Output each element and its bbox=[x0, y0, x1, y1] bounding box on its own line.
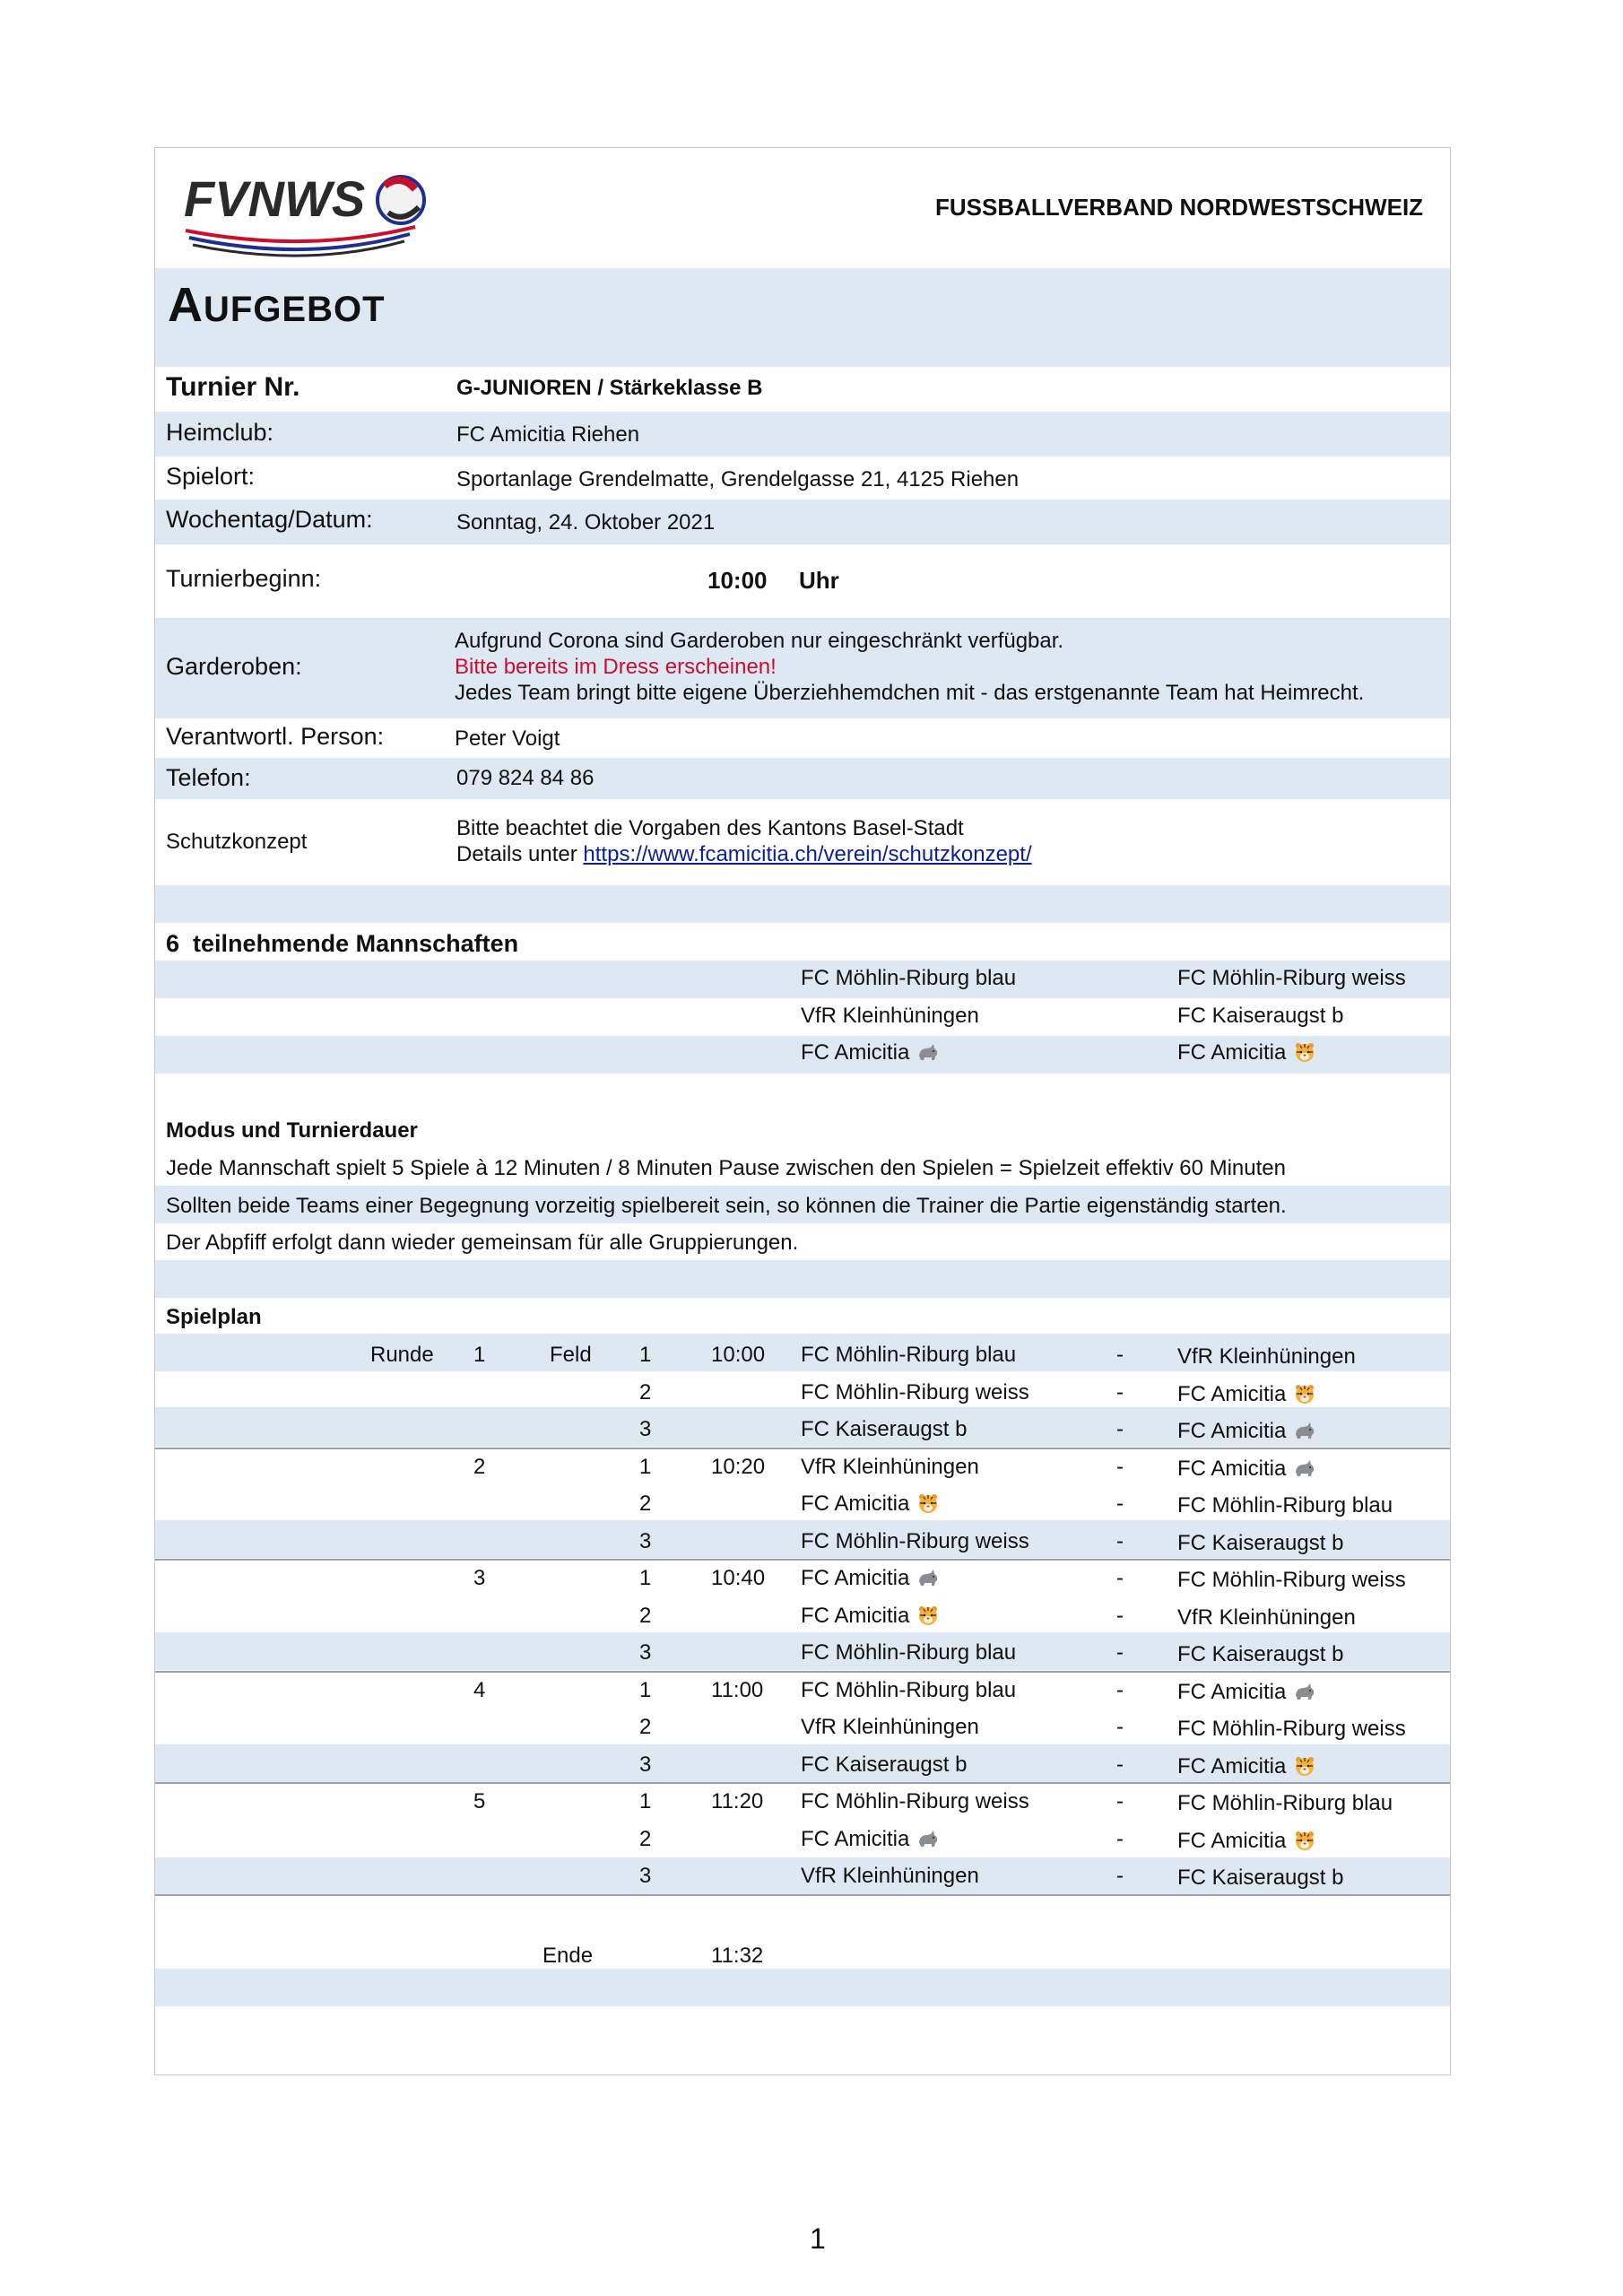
round-time: 10:20 bbox=[711, 1455, 766, 1479]
tiger-face-icon bbox=[1293, 1382, 1316, 1405]
home-team bbox=[801, 1827, 940, 1852]
feld-number: 3 bbox=[639, 1864, 652, 1888]
team-name: FC Amicitia bbox=[1177, 1040, 1287, 1065]
team-name: VfR Kleinhüningen bbox=[1177, 1344, 1356, 1369]
team-name: FC Möhlin-Riburg blau bbox=[1177, 1493, 1393, 1518]
team-name: FC Kaiseraugst b bbox=[1177, 1642, 1344, 1666]
beginn-time: 10:00 bbox=[707, 567, 768, 594]
home-team bbox=[801, 1529, 1029, 1554]
home-team bbox=[801, 1789, 1029, 1814]
aufgebot-sheet bbox=[154, 147, 1451, 2075]
tiger-face-icon bbox=[1293, 1829, 1316, 1852]
feld-number: 2 bbox=[639, 1715, 652, 1739]
row-band bbox=[155, 885, 1450, 923]
team-name: FC Amicitia bbox=[1177, 1680, 1287, 1704]
away-team bbox=[1177, 1457, 1316, 1482]
teams-heading-text: teilnehmende Mannschaften bbox=[193, 930, 519, 957]
heimclub-value: FC Amicitia Riehen bbox=[456, 422, 640, 447]
modus-line2: Sollten beide Teams einer Begegnung vorzeitig spielbereit sein, so können die Trainer die Partie eigenständig starten. bbox=[166, 1194, 1287, 1218]
home-team bbox=[801, 1752, 967, 1778]
feld-number: 1 bbox=[639, 1343, 652, 1367]
round-divider bbox=[155, 1671, 1450, 1673]
home-team bbox=[801, 1640, 1016, 1665]
home-team bbox=[801, 1417, 967, 1442]
away-team bbox=[1177, 1680, 1316, 1705]
match-separator: - bbox=[1116, 1864, 1124, 1888]
team-name: FC Möhlin-Riburg weiss bbox=[801, 1789, 1029, 1813]
federation-name: FUSSBALLVERBAND NORDWESTSCHWEIZ bbox=[935, 194, 1424, 221]
match-separator: - bbox=[1116, 1566, 1124, 1590]
team-name: VfR Kleinhüningen bbox=[801, 1864, 979, 1888]
match-separator: - bbox=[1116, 1492, 1124, 1516]
match-separator: - bbox=[1116, 1715, 1124, 1739]
home-team bbox=[801, 1380, 1029, 1405]
team-name: FC Kaiseraugst b bbox=[1177, 1004, 1344, 1028]
row-band bbox=[155, 412, 1450, 457]
round-divider bbox=[155, 1559, 1450, 1561]
rhino-icon bbox=[1293, 1457, 1316, 1480]
match-separator: - bbox=[1116, 1455, 1124, 1479]
person-value: Peter Voigt bbox=[455, 726, 560, 751]
round-number: 3 bbox=[473, 1566, 486, 1590]
away-team bbox=[1177, 1344, 1356, 1370]
home-team bbox=[801, 1678, 1016, 1703]
title-rest: UFGEBOT bbox=[204, 290, 386, 329]
away-team bbox=[1177, 1754, 1316, 1779]
team-name: FC Amicitia bbox=[1177, 1457, 1287, 1481]
away-team bbox=[1177, 1568, 1406, 1593]
round-divider bbox=[155, 1782, 1450, 1784]
team-name: FC Amicitia bbox=[1177, 1419, 1287, 1443]
team-name: VfR Kleinhüningen bbox=[1177, 1605, 1356, 1630]
team-name: FC Kaiseraugst b bbox=[1177, 1531, 1344, 1555]
row-band bbox=[155, 758, 1450, 799]
page-number: 1 bbox=[810, 2222, 826, 2255]
round-time: 10:40 bbox=[711, 1566, 766, 1590]
team-name: FC Möhlin-Riburg weiss bbox=[1177, 966, 1406, 990]
away-team bbox=[1177, 1493, 1393, 1518]
feld-number: 2 bbox=[639, 1604, 652, 1628]
ende-time: 11:32 bbox=[711, 1944, 764, 1968]
away-team bbox=[1177, 1642, 1343, 1667]
team-name: FC Amicitia bbox=[801, 1827, 910, 1851]
beginn-unit: Uhr bbox=[799, 567, 839, 594]
team-name: FC Möhlin-Riburg weiss bbox=[1177, 1717, 1406, 1741]
home-team bbox=[801, 1604, 940, 1629]
garderoben-line3: Jedes Team bringt bitte eigene Überziehhemdchen mit - das erstgenannte Team hat Heimrecht. bbox=[455, 681, 1365, 705]
round-number: 2 bbox=[473, 1455, 486, 1479]
spielort-label: Spielort: bbox=[166, 463, 256, 490]
team-name: VfR Kleinhüningen bbox=[801, 1004, 979, 1028]
team-name: VfR Kleinhüningen bbox=[801, 1455, 979, 1479]
schedule-band bbox=[155, 1969, 1450, 2006]
home-team bbox=[801, 1566, 940, 1591]
modus-line1: Jede Mannschaft spielt 5 Spiele à 12 Minuten / 8 Minuten Pause zwischen den Spielen = Spielzeit effektiv 60 Minuten bbox=[166, 1156, 1286, 1180]
schedule-end-divider bbox=[155, 1894, 1450, 1896]
spielplan-heading: Spielplan bbox=[166, 1305, 262, 1329]
team-name: FC Kaiseraugst b bbox=[1177, 1866, 1344, 1890]
away-team bbox=[1177, 1605, 1356, 1631]
feld-number: 2 bbox=[639, 1380, 652, 1405]
home-team bbox=[801, 1492, 940, 1517]
away-team bbox=[1177, 1531, 1343, 1556]
garderoben-line1: Aufgrund Corona sind Garderoben nur eingeschränkt verfügbar. bbox=[455, 629, 1064, 653]
team-name: FC Kaiseraugst b bbox=[801, 1417, 968, 1441]
rhino-icon bbox=[916, 1827, 940, 1850]
person-label: Verantwortl. Person: bbox=[166, 723, 385, 750]
home-team bbox=[801, 1864, 979, 1889]
team-name: FC Amicitia bbox=[801, 1604, 910, 1628]
match-separator: - bbox=[1116, 1827, 1124, 1851]
team-name: VfR Kleinhüningen bbox=[801, 1715, 979, 1739]
feld-number: 1 bbox=[639, 1678, 652, 1702]
feld-number: 1 bbox=[639, 1455, 652, 1479]
away-team bbox=[1177, 1382, 1316, 1407]
datum-label: Wochentag/Datum: bbox=[166, 506, 373, 533]
rhino-icon bbox=[1293, 1419, 1316, 1442]
runde-label: Runde bbox=[370, 1343, 434, 1367]
logo-text: FVNWS bbox=[184, 170, 366, 227]
feld-number: 3 bbox=[639, 1752, 652, 1777]
match-separator: - bbox=[1116, 1752, 1124, 1777]
team-name: FC Amicitia bbox=[801, 1040, 910, 1065]
schutz-line1: Bitte beachtet die Vorgaben des Kantons Basel-Stadt bbox=[456, 816, 964, 840]
match-separator: - bbox=[1116, 1640, 1124, 1665]
away-team bbox=[1177, 1829, 1316, 1854]
team-name: FC Möhlin-Riburg weiss bbox=[1177, 1568, 1406, 1592]
round-number: 5 bbox=[473, 1789, 486, 1813]
team-name: FC Möhlin-Riburg blau bbox=[1177, 1791, 1393, 1815]
team-entry bbox=[801, 1004, 979, 1029]
team-name: FC Amicitia bbox=[1177, 1754, 1287, 1779]
team-name: FC Möhlin-Riburg weiss bbox=[801, 1380, 1029, 1405]
tiger-face-icon bbox=[916, 1492, 940, 1515]
teams-count: 6 bbox=[166, 930, 180, 957]
garderoben-label: Garderoben: bbox=[166, 653, 302, 680]
round-time: 10:00 bbox=[711, 1343, 766, 1367]
team-name: FC Amicitia bbox=[801, 1492, 910, 1516]
fvnws-logo bbox=[180, 153, 431, 269]
feld-number: 1 bbox=[639, 1566, 652, 1590]
feld-number: 3 bbox=[639, 1529, 652, 1553]
team-name: FC Möhlin-Riburg weiss bbox=[801, 1529, 1029, 1553]
round-number: 1 bbox=[473, 1343, 486, 1367]
feld-number: 2 bbox=[639, 1492, 652, 1516]
team-name: FC Möhlin-Riburg blau bbox=[801, 966, 1017, 990]
away-team bbox=[1177, 1717, 1406, 1742]
away-team bbox=[1177, 1791, 1393, 1816]
home-team bbox=[801, 1455, 979, 1480]
match-separator: - bbox=[1116, 1604, 1124, 1628]
beginn-label: Turnierbeginn: bbox=[166, 565, 322, 592]
feld-number: 1 bbox=[639, 1789, 652, 1813]
tiger-face-icon bbox=[1293, 1040, 1316, 1064]
spacer bbox=[155, 2006, 1450, 2044]
team-name: FC Möhlin-Riburg blau bbox=[801, 1678, 1017, 1702]
round-divider bbox=[155, 1448, 1450, 1449]
away-team bbox=[1177, 1419, 1316, 1444]
match-separator: - bbox=[1116, 1789, 1124, 1813]
heimclub-label: Heimclub: bbox=[166, 419, 274, 446]
team-name: FC Amicitia bbox=[1177, 1829, 1287, 1853]
telefon-value: 079 824 84 86 bbox=[456, 766, 595, 790]
telefon-label: Telefon: bbox=[166, 764, 251, 791]
feld-number: 3 bbox=[639, 1640, 652, 1665]
feld-label: Feld bbox=[550, 1343, 592, 1367]
spielort-value: Sportanlage Grendelmatte, Grendelgasse 21, 4125 Riehen bbox=[456, 467, 1020, 491]
round-time: 11:00 bbox=[711, 1678, 764, 1702]
ende-label: Ende bbox=[542, 1944, 594, 1968]
rhino-icon bbox=[1293, 1680, 1316, 1703]
match-separator: - bbox=[1116, 1678, 1124, 1702]
team-entry bbox=[1177, 1040, 1316, 1065]
page-title bbox=[168, 278, 386, 332]
turnier-label: Turnier Nr. bbox=[166, 372, 300, 402]
match-separator: - bbox=[1116, 1343, 1124, 1367]
schutz-label: Schutzkonzept bbox=[166, 830, 308, 854]
team-entry bbox=[1177, 966, 1406, 991]
feld-number: 2 bbox=[639, 1827, 652, 1851]
match-separator: - bbox=[1116, 1380, 1124, 1405]
team-entry bbox=[1177, 1004, 1343, 1029]
team-name: FC Möhlin-Riburg blau bbox=[801, 1640, 1017, 1665]
modus-line3: Der Abpfiff erfolgt dann wieder gemeinsam für alle Gruppierungen. bbox=[166, 1231, 799, 1255]
team-entry bbox=[801, 1040, 940, 1065]
team-name: FC Amicitia bbox=[801, 1566, 910, 1590]
home-team bbox=[801, 1715, 979, 1740]
datum-value: Sonntag, 24. Oktober 2021 bbox=[456, 510, 716, 535]
tiger-face-icon bbox=[916, 1604, 940, 1627]
away-team bbox=[1177, 1866, 1343, 1891]
schutz-details bbox=[456, 842, 1032, 867]
rhino-icon bbox=[916, 1040, 940, 1064]
teams-heading bbox=[166, 931, 518, 956]
schutz-details-text: Details unter bbox=[456, 842, 584, 866]
modus-heading: Modus und Turnierdauer bbox=[166, 1118, 418, 1143]
match-separator: - bbox=[1116, 1529, 1124, 1553]
team-name: FC Kaiseraugst b bbox=[801, 1752, 968, 1777]
match-separator: - bbox=[1116, 1417, 1124, 1441]
round-number: 4 bbox=[473, 1678, 486, 1702]
schutzkonzept-link[interactable]: https://www.fcamicitia.ch/verein/schutzkonzept/ bbox=[583, 842, 1032, 866]
garderoben-warning: Bitte bereits im Dress erscheinen! bbox=[455, 655, 777, 679]
row-band bbox=[155, 1260, 1450, 1298]
fvnws-logo-graphic bbox=[180, 153, 431, 265]
team-name: FC Möhlin-Riburg blau bbox=[801, 1343, 1017, 1367]
team-entry bbox=[801, 966, 1016, 991]
round-time: 11:20 bbox=[711, 1789, 764, 1813]
feld-number: 3 bbox=[639, 1417, 652, 1441]
home-team bbox=[801, 1343, 1016, 1368]
turnier-value: G-JUNIOREN / Stärkeklasse B bbox=[456, 376, 763, 400]
rhino-icon bbox=[916, 1566, 940, 1589]
title-initial: A bbox=[168, 278, 204, 332]
team-name: FC Amicitia bbox=[1177, 1382, 1287, 1406]
tiger-face-icon bbox=[1293, 1754, 1316, 1778]
